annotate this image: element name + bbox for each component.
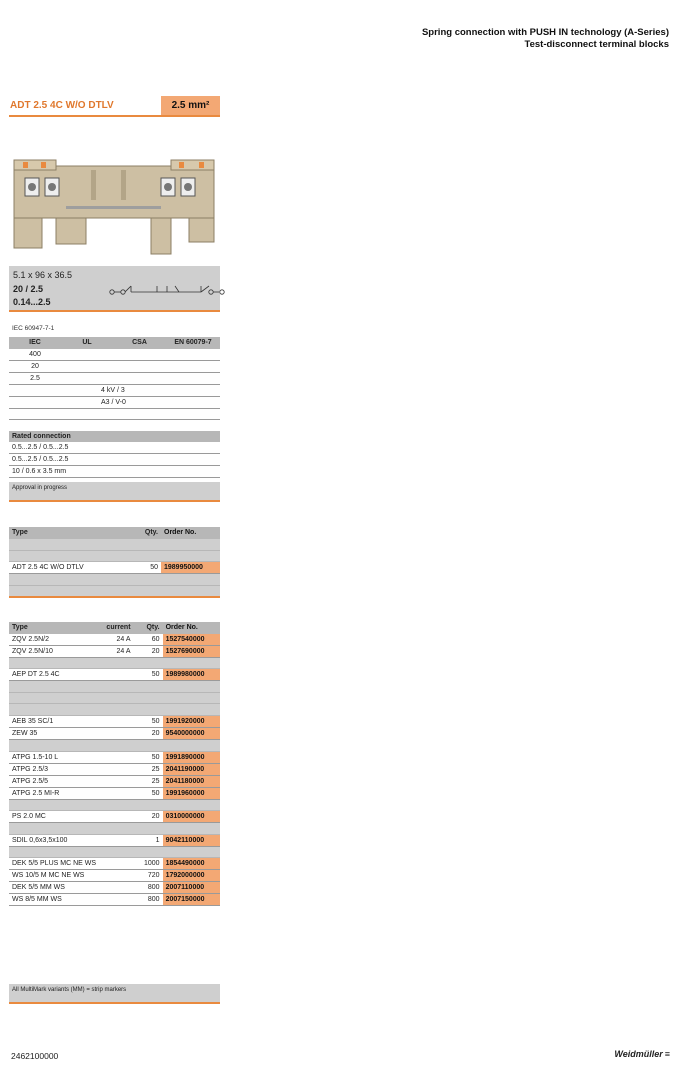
table-row: [9, 420, 220, 432]
brand-mark-icon: ≡: [664, 1049, 670, 1059]
page-number: 2462100000: [11, 1051, 59, 1061]
ordering-table: [9, 527, 220, 598]
column-header: Type: [9, 527, 109, 539]
table-cell: 24 A: [103, 634, 133, 646]
table-cell: 720: [134, 870, 163, 882]
table-cell: 4 kV / 3: [61, 384, 166, 396]
group-separator-row: [9, 823, 220, 835]
column-header: current: [103, 622, 133, 634]
rated-connection-table: [9, 442, 220, 478]
table-cell: 50: [134, 751, 163, 763]
table-row: [9, 349, 220, 361]
document-header: [422, 27, 669, 51]
table-cell: WS 8/5 MM WS: [9, 894, 103, 906]
table-cell: 10 / 0.6 x 3.5 mm: [9, 466, 220, 478]
order-number: 1991890000: [163, 751, 220, 763]
group-separator-row: [9, 846, 220, 858]
table-cell: 25: [134, 763, 163, 775]
column-header: Qty.: [134, 622, 163, 634]
order-number: 1991960000: [163, 787, 220, 799]
group-separator-row: [9, 681, 220, 693]
table-cell: WS 10/5 M MC NE WS: [9, 870, 103, 882]
table-cell: [103, 716, 133, 728]
column-header: Qty.: [129, 527, 161, 539]
table-cell: [103, 775, 133, 787]
order-number: 1854490000: [163, 858, 220, 870]
table-row: [9, 550, 220, 562]
order-number: 9540000000: [163, 728, 220, 740]
table-cell: 0.5...2.5 / 0.5...2.5: [9, 442, 220, 454]
table-cell: ZEW 35: [9, 728, 103, 740]
table-row: [9, 372, 220, 384]
approval-standard: IEC 60947-7-1: [12, 325, 55, 332]
group-separator-row: [9, 740, 220, 752]
table-row: [9, 763, 220, 775]
table-row: [9, 634, 220, 646]
group-separator-row: [9, 704, 220, 716]
table-header-row: [9, 527, 220, 539]
table-row: [9, 454, 220, 466]
table-cell: SDIL 0,6x3,5x100: [9, 834, 103, 846]
table-row: [9, 408, 220, 420]
column-header: Type: [9, 622, 103, 634]
order-number: 2041180000: [163, 775, 220, 787]
table-row: [9, 645, 220, 657]
footnote: All MultiMark variants (MM) = strip markers: [9, 984, 220, 1004]
order-number: 2041190000: [163, 763, 220, 775]
table-cell: 0.5...2.5 / 0.5...2.5: [9, 454, 220, 466]
table-row: [9, 751, 220, 763]
table-cell: [103, 811, 133, 823]
order-number: 1792000000: [163, 870, 220, 882]
table-row: [9, 669, 220, 681]
table-cell: [103, 870, 133, 882]
table-cell: ATPG 2.5 MI-R: [9, 787, 103, 799]
table-cell: 800: [134, 894, 163, 906]
order-number: 9042110000: [163, 834, 220, 846]
table-row: [9, 882, 220, 894]
table-cell: [103, 787, 133, 799]
table-cell: [103, 728, 133, 740]
table-cell: 800: [134, 882, 163, 894]
table-row: [9, 811, 220, 823]
table-row: [9, 787, 220, 799]
approvals-table: [9, 337, 220, 432]
table-cell: 50: [129, 562, 161, 574]
table-row: [9, 858, 220, 870]
group-separator-row: [9, 657, 220, 669]
group-separator-row: [9, 799, 220, 811]
table-cell: 50: [134, 716, 163, 728]
table-cell: 20: [134, 728, 163, 740]
table-cell: 20: [9, 360, 61, 372]
table-cell: ATPG 1.5-10 L: [9, 751, 103, 763]
table-cell: PS 2.0 MC: [9, 811, 103, 823]
table-cell: DEK 5/5 PLUS MC NE WS: [9, 858, 103, 870]
table-cell: [103, 763, 133, 775]
table-cell: 25: [134, 775, 163, 787]
order-number: 2007110000: [163, 882, 220, 894]
accessories-table: [9, 622, 220, 906]
circuit-symbol-icon: [109, 282, 227, 298]
product-title: ADT 2.5 4C W/O DTLV: [10, 100, 114, 111]
rated-connection-header: Rated connection: [9, 431, 220, 442]
table-cell: [103, 882, 133, 894]
table-row: [9, 396, 220, 408]
table-cell: 60: [134, 634, 163, 646]
table-cell: 400: [9, 349, 61, 361]
table-cell: AEP DT 2.5 4C: [9, 669, 103, 681]
group-separator-row: [9, 692, 220, 704]
table-cell: ATPG 2.5/3: [9, 763, 103, 775]
table-cell: [103, 894, 133, 906]
table-cell: 1: [134, 834, 163, 846]
approval-note: Approval in progress: [9, 482, 220, 502]
order-number: 1527540000: [163, 634, 220, 646]
table-row: [9, 894, 220, 906]
order-number: 1527690000: [163, 645, 220, 657]
dimensions-range: 0.14...2.5: [13, 297, 51, 307]
column-header: Order No.: [163, 622, 220, 634]
table-cell: A3 / V-0: [61, 396, 166, 408]
table-cell: ATPG 2.5/5: [9, 775, 103, 787]
table-row: [9, 834, 220, 846]
table-row: [9, 466, 220, 478]
table-cell: 20: [134, 811, 163, 823]
table-row: [9, 585, 220, 597]
column-header: CSA: [113, 337, 166, 349]
table-row: [9, 716, 220, 728]
table-row: [9, 562, 220, 574]
header-line-2: Test-disconnect terminal blocks: [524, 39, 669, 50]
table-row: [9, 574, 220, 586]
table-cell: 50: [134, 787, 163, 799]
table-row: [9, 775, 220, 787]
table-header-row: [9, 622, 220, 634]
table-cell: ZQV 2.5N/10: [9, 645, 103, 657]
table-row: [9, 728, 220, 740]
order-number: 1989950000: [161, 562, 220, 574]
table-cell: [103, 834, 133, 846]
table-row: [9, 442, 220, 454]
dimensions-rating: 20 / 2.5: [13, 284, 44, 294]
column-header: IEC: [9, 337, 61, 349]
dimensions-size: 5.1 x 96 x 36.5: [13, 270, 73, 280]
table-cell: 1000: [134, 858, 163, 870]
table-cell: 50: [134, 669, 163, 681]
table-cell: 20: [134, 645, 163, 657]
column-header: UL: [61, 337, 113, 349]
dimensions-box: [9, 266, 220, 312]
product-title-bar: [9, 96, 220, 117]
table-row: [9, 384, 220, 396]
cross-section-badge: 2.5 mm²: [161, 96, 220, 115]
table-cell: 2.5: [9, 372, 61, 384]
table-cell: AEB 35 SC/1: [9, 716, 103, 728]
table-cell: [103, 751, 133, 763]
table-header-row: [9, 337, 220, 349]
order-number: 0310000000: [163, 811, 220, 823]
table-row: [9, 360, 220, 372]
table-cell: ADT 2.5 4C W/O DTLV: [9, 562, 109, 574]
table-row: [9, 870, 220, 882]
weidmuller-logo-icon: [614, 1049, 670, 1059]
header-line-1: Spring connection with PUSH IN technology (A-Series): [421, 27, 669, 38]
order-number: 1989980000: [163, 669, 220, 681]
brand-name: Weidmüller: [614, 1049, 663, 1059]
column-header: Order No.: [161, 527, 220, 539]
column-header: EN 60079-7: [166, 337, 220, 349]
terminal-block-product-image: [11, 152, 219, 262]
table-row: [9, 539, 220, 551]
table-cell: [103, 858, 133, 870]
table-cell: ZQV 2.5N/2: [9, 634, 103, 646]
table-cell: 24 A: [103, 645, 133, 657]
table-cell: DEK 5/5 MM WS: [9, 882, 103, 894]
table-cell: [103, 669, 133, 681]
order-number: 1991920000: [163, 716, 220, 728]
order-number: 2007150000: [163, 894, 220, 906]
